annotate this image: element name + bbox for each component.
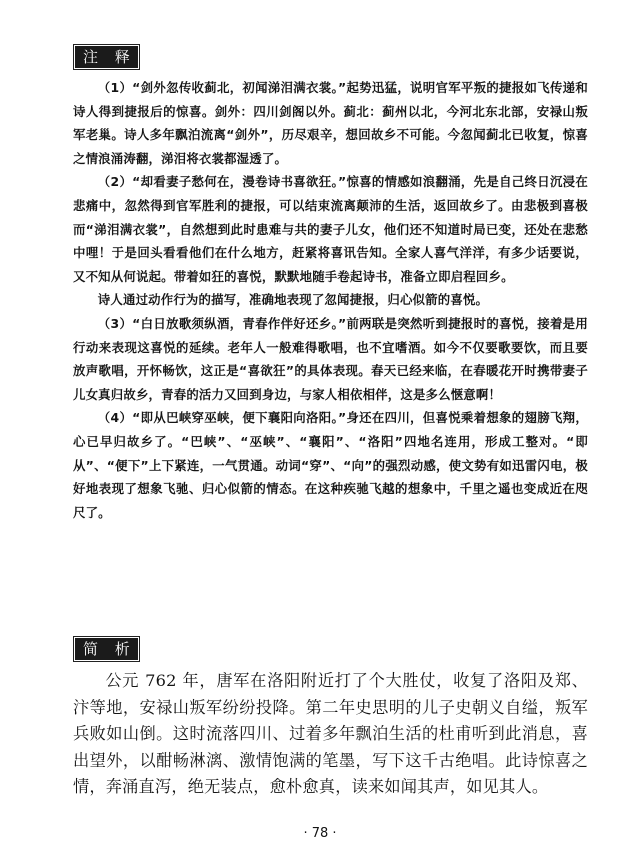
note-paragraph-2: （2）“却看妻子愁何在，漫卷诗书喜欲狂。”惊喜的情感如浪翻涌，先是自己终日沉浸在悲痛中，忽然得到官军胜利的捷报，可以结束流离颠沛的生活，返回故乡了。由悲极到喜极而“涕泪满衣裳”，自然想到此时患难与共的妻子儿女，他们还不知道时局已变，还处在悲愁中哩！于是回头看看他们在什么地方，赶紧将喜讯告知。全家人喜气洋洋，有多少话要说，又不知从何说起。带着如狂的喜悦，默默地随手卷起诗书，准备立即启程回乡。 [73,174,588,284]
notes-section-heading [73,44,140,70]
notes-section-title: 注 释 [75,46,138,68]
notes-body [73,76,588,524]
note-paragraph-2-summary: 诗人通过动作行为的描写，准确地表现了忽闻捷报，归心似箭的喜悦。 [97,292,489,308]
page-number: · 78 · [303,826,337,841]
note-paragraph-3: （3）“白日放歌须纵酒，青春作伴好还乡。”前两联是突然听到捷报时的喜悦，接着是用行动来表现这喜悦的延续。老年人一般难得歌唱，也不宜嗜酒。如今不仅要歌要饮，而且要放声歌唱，开怀畅饮，这正是“喜欲狂”的具体表现。春天已经来临，在春暖花开时携带妻子儿女真归故乡，青春的活力又回到身边，与家人相依相伴，这是多么惬意啊！ [73,315,588,402]
analysis-section-heading [73,636,140,662]
analysis-paragraph-1: 公元 762 年，唐军在洛阳附近打了个大胜仗，收复了洛阳及郑、汴等地，安禄山叛军纷纷投降。第二年史思明的儿子史朝义自缢，叛军兵败如山倒。这时流落四川、过着多年飘泊生活的杜甫听到此消息，喜出望外，以酣畅淋漓、激情饱满的笔墨，写下这千古绝唱。此诗惊喜之情，奔涌直泻，绝无装点，愈朴愈真，读来如闻其声，如见其人。 [73,671,588,797]
analysis-section-title: 简 析 [75,638,138,660]
note-paragraph-1: （1）“剑外忽传收蓟北，初闻涕泪满衣裳。”起势迅猛，说明官军平叛的捷报如飞传递和诗人得到捷报后的惊喜。剑外：四川剑阁以外。蓟北：蓟州以北，今河北东北部，安禄山叛军老巢。诗人多年飘泊流离“剑外”，历尽艰辛，想回故乡不可能。今忽闻蓟北已收复，惊喜之情浪涌涛翻，涕泪将衣裳都湿透了。 [73,80,588,166]
note-paragraph-4: （4）“即从巴峡穿巫峡，便下襄阳向洛阳。”身还在四川，但喜悦乘着想象的翅膀飞翔，心已早归故乡了。“巴峡”、“巫峡”、“襄阳”、“洛阳”四地名连用，形成工整对。“即从”、“便下”上下紧连，一气贯通。动词“穿”、“向”的强烈动感，使文势有如迅雷闪电，极好地表现了想象飞驰、归心似箭的情态。在这种疾驰飞越的想象中，千里之遥也变成近在咫尺了。 [73,410,588,520]
analysis-body [73,668,588,801]
